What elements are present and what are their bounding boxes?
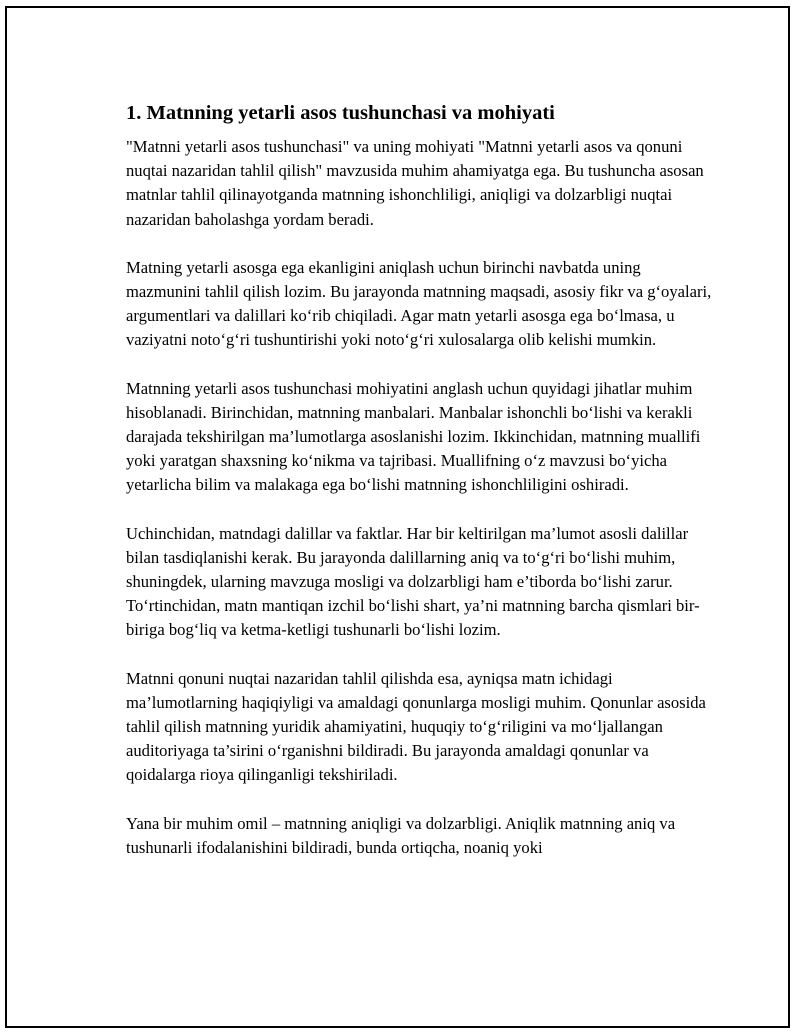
paragraph-4: Uchinchidan, matndagi dalillar va faktlar. Har bir keltirilgan ma’lumot asosli dalillar bilan tasdiqlanishi kerak. Bu jarayonda dalillarning aniq va to‘g‘ri bo‘lishi muhim, shuningdek, ularning mavzuga mosligi va dolzarbligi ham e’tiborda bo‘lishi zarur. To‘rtinchidan, matn mantiqan izchil bo‘lishi shart, ya’ni matnning barcha qismlari bir-biriga bog‘liq va ketma-ketligi tushunarli bo‘lishi lozim. <box>126 523 700 640</box>
document-body <box>126 100 716 884</box>
section-heading: 1. Matnning yetarli asos tushunchasi va mohiyati <box>126 102 555 124</box>
paragraph-6: Yana bir muhim omil – matnning aniqligi va dolzarbligi. Aniqlik matnning aniq va tushunarli ifodalanishini bildiradi, bunda ortiqcha, noaniq yoki <box>126 813 676 857</box>
paragraph-1: "Matnni yetarli asos tushunchasi" va uning mohiyati "Matnni yetarli asos va qonuni nuqtai nazaridan tahlil qilish" mavzusida muhim ahamiyatga ega. Bu tushuncha asosan matnlar tahlil qilinayotganda matnning ishonchliligi, aniqligi va dolzarbligi nuqtai nazaridan baholashga yordam beradi. <box>126 137 704 229</box>
paragraph-3: Matnning yetarli asos tushunchasi mohiyatini anglash uchun quyidagi jihatlar muhim hisoblanadi. Birinchidan, matnning manbalari. Manbalar ishonchli bo‘lishi va kerakli darajada tekshirilgan ma’lumotlarga asoslanishi lozim. Ikkinchidan, matnning muallifi yoki yaratgan shaxsning ko‘nikma va tajribasi. Muallifning o‘z mavzusi bo‘yicha yetarlicha bilim va malakaga ega bo‘lishi matnning ishonchliligini oshiradi. <box>126 378 701 495</box>
paragraph-2: Matning yetarli asosga ega ekanligini aniqlash uchun birinchi navbatda uning mazmunini tahlil qilish lozim. Bu jarayonda matnning maqsadi, asosiy fikr va g‘oyalari, argumentlari va dalillari ko‘rib chiqiladi. Agar matn yetarli asosga ega bo‘lmasa, u vaziyatni noto‘g‘ri tushuntirishi yoki noto‘g‘ri xulosalarga olib kelishi mumkin. <box>126 257 712 350</box>
paragraph-5: Matnni qonuni nuqtai nazaridan tahlil qilishda esa, ayniqsa matn ichidagi ma’lumotlarning haqiqiyligi va amaldagi qonunlarga mosligi muhim. Qonunlar asosida tahlil qilish matnning yuridik ahamiyatini, huquqiy to‘g‘riligini va mo‘ljallangan auditoriyaga ta’sirini o‘rganishni bildiradi. Bu jarayonda amaldagi qonunlar va qoidalarga rioya qilinganligi tekshiriladi. <box>126 668 706 785</box>
page-frame <box>5 6 790 1028</box>
